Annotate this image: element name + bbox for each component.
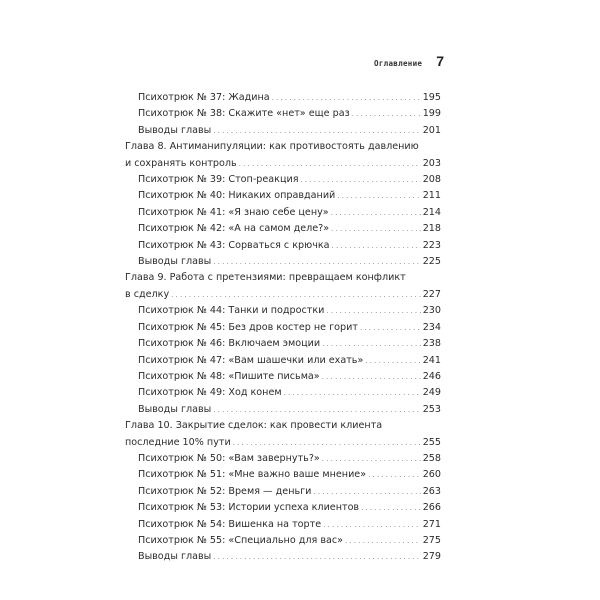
toc-entry-title: Психотрюк № 45: Без дров костер не горит <box>138 321 358 333</box>
toc-entry-page: 218 <box>422 223 441 235</box>
toc-entry[interactable] <box>125 517 441 533</box>
toc-entry-page: 211 <box>422 190 441 202</box>
toc-entry[interactable] <box>125 172 441 188</box>
toc-entry[interactable] <box>125 238 441 254</box>
dot-leader <box>331 205 421 221</box>
dot-leader <box>322 336 421 352</box>
page-number: 7 <box>436 53 444 69</box>
dot-leader <box>368 467 421 483</box>
toc-entry[interactable] <box>125 369 441 385</box>
toc-entry-title: Выводы главы <box>138 551 212 563</box>
toc-entry[interactable] <box>125 402 441 418</box>
toc-entry-page: 238 <box>422 338 441 350</box>
toc-entry-page: 266 <box>422 502 441 514</box>
toc-entry[interactable] <box>125 500 441 516</box>
dot-leader <box>360 320 421 336</box>
dot-leader <box>323 517 421 533</box>
chapter-title-line[interactable]: Глава 9. Работа с претензиями: превращаем конфликт <box>125 272 406 284</box>
toc-entry-page: 241 <box>422 354 441 366</box>
toc-entry[interactable] <box>125 385 441 401</box>
toc-entry-title: Психотрюк № 44: Танки и подростки <box>138 305 325 317</box>
dot-leader <box>322 451 421 467</box>
toc-entry[interactable] <box>125 484 441 500</box>
dot-leader <box>352 106 421 122</box>
toc-chapter-entry[interactable] <box>125 435 441 451</box>
toc-entry[interactable] <box>125 254 441 270</box>
toc-entry[interactable] <box>125 106 441 122</box>
toc-entry-title: Психотрюк № 47: «Вам шашечки или ехать» <box>138 354 364 366</box>
toc-entry-title: Психотрюк № 55: «Специально для вас» <box>138 534 344 546</box>
toc-entry-page: 249 <box>422 387 441 399</box>
toc-entry-title: Психотрюк № 53: Истории успеха клиентов <box>138 502 360 514</box>
dot-leader <box>284 385 421 401</box>
toc-entry-page: 253 <box>422 403 441 415</box>
toc-entry-page: 225 <box>422 256 441 268</box>
toc-entry-title: Выводы главы <box>138 256 212 268</box>
toc-entry-page: 201 <box>422 124 441 136</box>
toc-entry-title: Психотрюк № 37: Жадина <box>138 92 270 103</box>
toc-entry-page: 208 <box>422 174 441 186</box>
toc-entry-title: Психотрюк № 52: Время — деньги <box>138 485 312 497</box>
dot-leader <box>233 435 421 451</box>
toc-entry-title: Психотрюк № 42: «А на самом деле?» <box>138 223 330 235</box>
dot-leader <box>213 402 420 418</box>
dot-leader <box>322 369 421 385</box>
toc-entry-page: 203 <box>422 157 441 169</box>
toc-entry-title: последние 10% пути <box>125 436 231 448</box>
dot-leader <box>213 254 420 270</box>
toc-entry-page: 279 <box>422 551 441 563</box>
toc-entry-title: Психотрюк № 51: «Мне важно ваше мнение» <box>138 469 367 481</box>
toc-entry-page: 234 <box>422 321 441 333</box>
toc-entry[interactable] <box>125 336 441 352</box>
toc-entry[interactable] <box>125 221 441 237</box>
toc-entry-title: Выводы главы <box>138 124 212 136</box>
dot-leader <box>361 500 421 516</box>
toc-entry-page: 227 <box>422 288 441 300</box>
dot-leader <box>332 238 421 254</box>
toc-entry-title: Психотрюк № 50: «Вам завернуть?» <box>138 452 320 464</box>
toc-entry-title: Психотрюк № 39: Стоп-реакция <box>138 174 299 186</box>
toc-entry[interactable] <box>125 549 441 565</box>
toc-entry-page: 199 <box>422 108 441 120</box>
toc-entry-page: 195 <box>422 92 441 103</box>
toc-entry-page: 263 <box>422 485 441 497</box>
table-of-contents <box>125 90 441 566</box>
toc-entry-title: Психотрюк № 54: Вишенка на торте <box>138 518 322 530</box>
toc-entry-title: Психотрюк № 48: «Пишите письма» <box>138 370 320 382</box>
toc-chapter-entry[interactable] <box>125 287 441 303</box>
toc-entry-page: 271 <box>422 518 441 530</box>
toc-entry-page: 246 <box>422 370 441 382</box>
toc-entry[interactable] <box>125 90 441 106</box>
dot-leader <box>239 156 421 172</box>
dot-leader <box>213 549 420 565</box>
toc-entry[interactable] <box>125 353 441 369</box>
dot-leader <box>171 287 421 303</box>
toc-entry-title: Психотрюк № 46: Включаем эмоции <box>138 338 321 350</box>
dot-leader <box>313 484 420 500</box>
toc-entry-page: 258 <box>422 452 441 464</box>
toc-entry-title: Выводы главы <box>138 403 212 415</box>
dot-leader <box>300 172 420 188</box>
dot-leader <box>365 353 420 369</box>
toc-entry-page: 223 <box>422 239 441 251</box>
toc-entry[interactable] <box>125 533 441 549</box>
dot-leader <box>213 123 420 139</box>
toc-entry[interactable] <box>125 205 441 221</box>
dot-leader <box>337 188 420 204</box>
toc-entry-page: 214 <box>422 206 441 218</box>
toc-entry-page: 260 <box>422 469 441 481</box>
toc-entry-page: 255 <box>422 436 441 448</box>
toc-entry-title: Психотрюк № 38: Скажите «нет» еще раз <box>138 108 350 120</box>
running-title: Оглавление <box>374 59 423 68</box>
toc-entry[interactable] <box>125 320 441 336</box>
toc-entry[interactable] <box>125 467 441 483</box>
toc-entry-title: Психотрюк № 41: «Я знаю себе цену» <box>138 206 329 218</box>
toc-entry[interactable] <box>125 188 441 204</box>
toc-entry[interactable] <box>125 123 441 139</box>
toc-entry-title: Психотрюк № 49: Ход конем <box>138 387 282 399</box>
toc-entry-title: Психотрюк № 43: Сорваться с крючка <box>138 239 330 251</box>
toc-entry-page: 230 <box>422 305 441 317</box>
toc-entry-title: Психотрюк № 40: Никаких оправданий <box>138 190 336 202</box>
chapter-title-line[interactable]: Глава 8. Антиманипуляции: как противостоять давлению <box>125 141 419 153</box>
toc-entry-page: 275 <box>422 534 441 546</box>
toc-chapter-entry[interactable] <box>125 156 441 172</box>
toc-entry-title: в сделку <box>125 288 170 300</box>
dot-leader <box>331 221 421 237</box>
chapter-title-line[interactable]: Глава 10. Закрытие сделок: как провести клиента <box>125 420 383 432</box>
page-header <box>374 53 444 69</box>
dot-leader <box>272 90 421 106</box>
toc-entry[interactable] <box>125 303 441 319</box>
toc-entry-title: и сохранять контроль <box>125 157 237 169</box>
toc-entry[interactable] <box>125 451 441 467</box>
dot-leader <box>345 533 421 549</box>
dot-leader <box>326 303 420 319</box>
